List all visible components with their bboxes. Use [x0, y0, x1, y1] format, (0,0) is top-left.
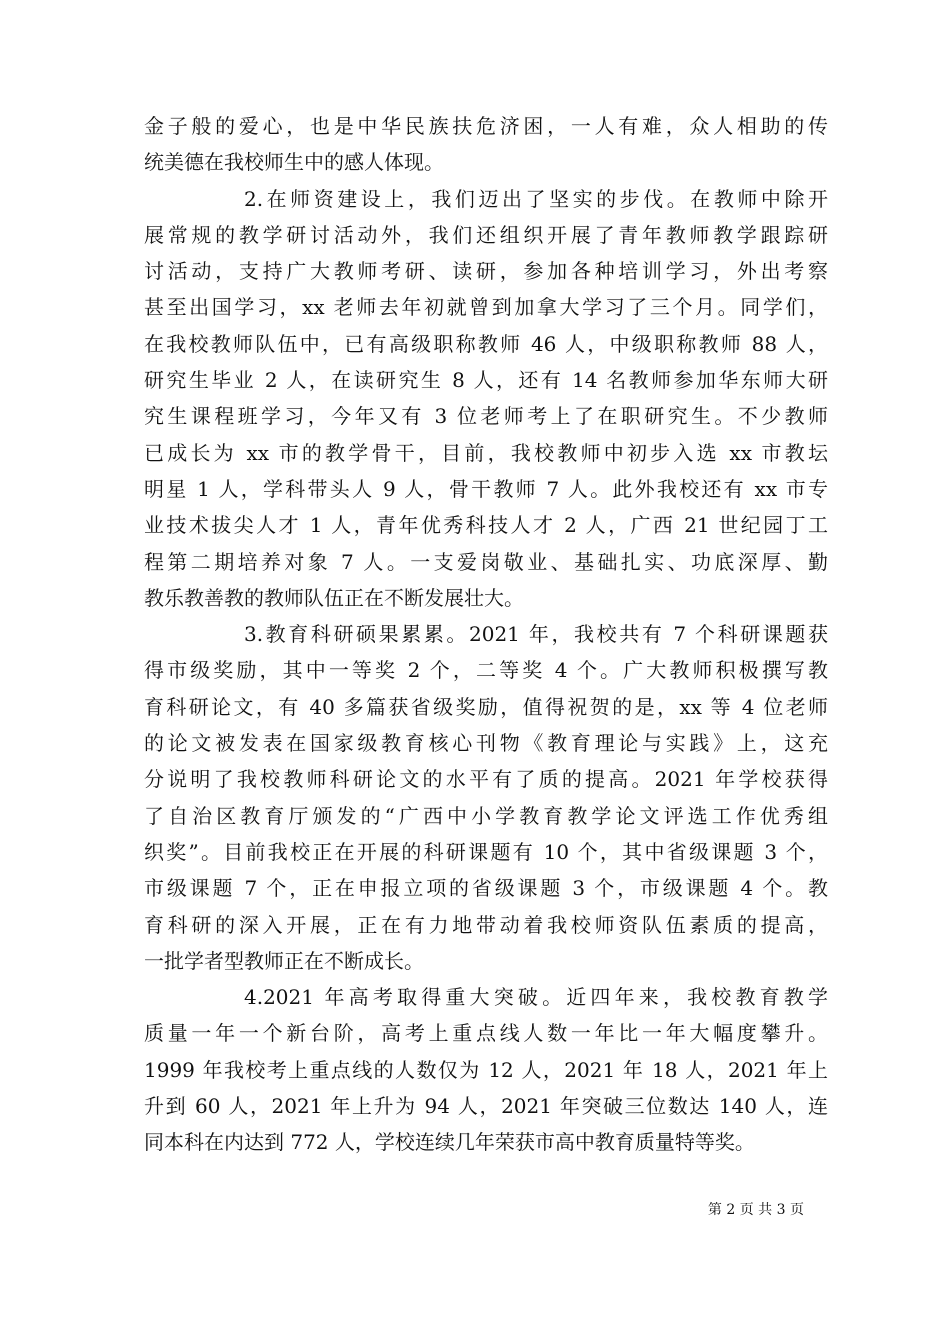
text-line: 研究生毕业 2 人，在读研究生 8 人，还有 14 名教师参加华东师大研 [144, 368, 828, 393]
text-line: 金子般的爱心，也是中华民族扶危济困，一人有难，众人相助的传 [144, 114, 828, 138]
text-line: 了自治区教育厅颁发的“广西中小学教育教学论文评选工作优秀组 [144, 803, 828, 828]
text-line: 得市级奖励，其中一等奖 2 个，二等奖 4 个。广大教师积极撰写教 [144, 658, 828, 683]
text-line: 明星 1 人，学科带头人 9 人，骨干教师 7 人。此外我校还有 xx 市专 [144, 476, 828, 501]
text-line: 织奖”。目前我校正在开展的科研课题有 10 个，其中省级课题 3 个， [144, 839, 828, 864]
paragraph-3 [144, 616, 828, 979]
text-line: 市级课题 7 个，正在申报立项的省级课题 3 个，市级课题 4 个。教 [144, 876, 828, 901]
text-line: 已成长为 xx 市的教学骨干，目前，我校教师中初步入选 xx 市教坛 [144, 440, 828, 465]
text-line: 业技术拔尖人才 1 人，青年优秀科技人才 2 人，广西 21 世纪园丁工 [144, 513, 828, 538]
text-line: 育科研论文，有 40 多篇获省级奖励，值得祝贺的是，xx 等 4 位老师 [144, 694, 828, 719]
text-line: 的论文被发表在国家级教育核心刊物《教育理论与实践》上，这充 [144, 731, 828, 756]
page-number-footer: 第 2 页 共 3 页 [707, 1202, 804, 1218]
text-line: 程第二期培养对象 7 人。一支爱岗敬业、基础扎实、功底深厚、勤 [144, 549, 828, 574]
text-line: 讨活动，支持广大教师考研、读研，参加各种培训学习，外出考察 [144, 259, 828, 284]
text-line: 在我校教师队伍中，已有高级职称教师 46 人，中级职称教师 88 人， [144, 331, 828, 356]
paragraph-2 [144, 181, 828, 617]
text-line: 分说明了我校教师科研论文的水平有了质的提高。2021 年学校获得 [144, 767, 828, 792]
text-line: 1999 年我校考上重点线的人数仅为 12 人，2021 年 18 人，2021 年上 [144, 1057, 828, 1082]
body-text [144, 108, 828, 1161]
text-line: 究生课程班学习，今年又有 3 位老师考上了在职研究生。不少教师 [144, 404, 828, 429]
text-line: 4.2021 年高考取得重大突破。近四年来，我校教育教学 [244, 985, 828, 1010]
paragraph-4 [144, 979, 828, 1160]
text-line: 统美德在我校师生中的感人体现。 [144, 150, 444, 175]
text-line: 升到 60 人，2021 年上升为 94 人，2021 年突破三位数达 140 人，连 [144, 1094, 828, 1119]
text-line: 展常规的教学研讨活动外，我们还组织开展了青年教师教学跟踪研 [144, 222, 828, 247]
text-line: 2.在师资建设上，我们迈出了坚实的步伐。在教师中除开 [244, 186, 828, 211]
text-line: 3.教育科研硕果累累。2021 年，我校共有 7 个科研课题获 [244, 622, 828, 647]
text-line: 教乐教善教的教师队伍正在不断发展壮大。 [144, 585, 524, 610]
text-line: 甚至出国学习，xx 老师去年初就曾到加拿大学习了三个月。同学们， [144, 295, 828, 320]
text-line: 育科研的深入开展，正在有力地带动着我校师资队伍素质的提高， [144, 912, 828, 937]
text-line: 同本科在内达到 772 人，学校连续几年荣获市高中教育质量特等奖。 [144, 1130, 755, 1155]
text-line: 质量一年一个新台阶，高考上重点线人数一年比一年大幅度攀升。 [144, 1021, 828, 1046]
text-line: 一批学者型教师正在不断成长。 [144, 948, 424, 973]
paragraph-1 [144, 108, 828, 181]
